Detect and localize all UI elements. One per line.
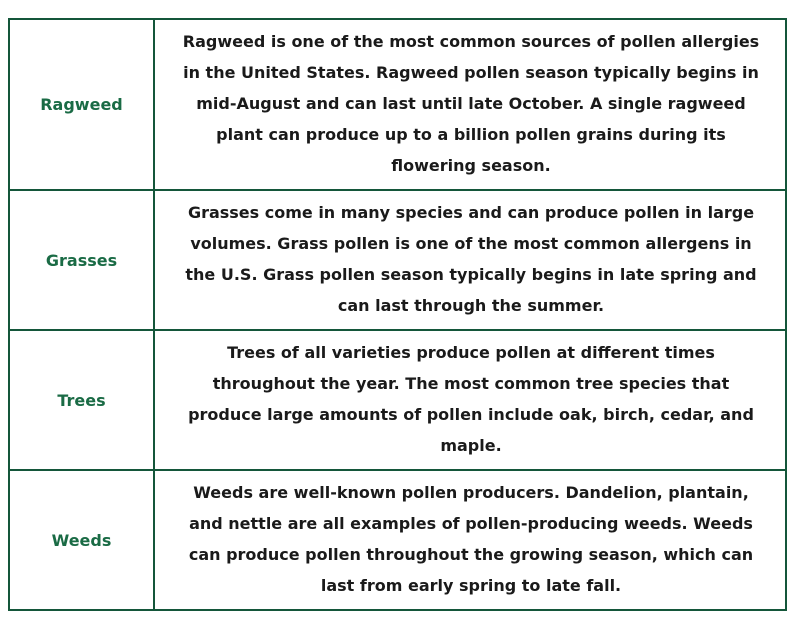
pollen-type-name: Grasses — [9, 190, 154, 330]
table-row — [9, 470, 786, 610]
pollen-type-name: Trees — [9, 330, 154, 470]
pollen-type-description: Grasses come in many species and can produce pollen in large volumes. Grass pollen is one of the most common allergens in the U.S. Grass pollen season typically begins in late spring and can last through the summer. — [154, 190, 786, 330]
table-row — [9, 330, 786, 470]
pollen-type-description: Ragweed is one of the most common sources of pollen allergies in the United States. Ragweed pollen season typically begins in mid-August and can last until late October. A single ragweed plant can produce up to a billion pollen grains during its flowering season. — [154, 19, 786, 190]
pollen-type-name: Weeds — [9, 470, 154, 610]
pollen-type-description: Trees of all varieties produce pollen at different times throughout the year. The most common tree species that produce large amounts of pollen include oak, birch, cedar, and maple. — [154, 330, 786, 470]
table-row — [9, 190, 786, 330]
pollen-type-name: Ragweed — [9, 19, 154, 190]
pollen-type-description: Weeds are well-known pollen producers. Dandelion, plantain, and nettle are all examples of pollen-producing weeds. Weeds can produce pollen throughout the growing season, which can last from early spring to late fall. — [154, 470, 786, 610]
pollen-types-table — [8, 18, 787, 611]
table-row — [9, 19, 786, 190]
